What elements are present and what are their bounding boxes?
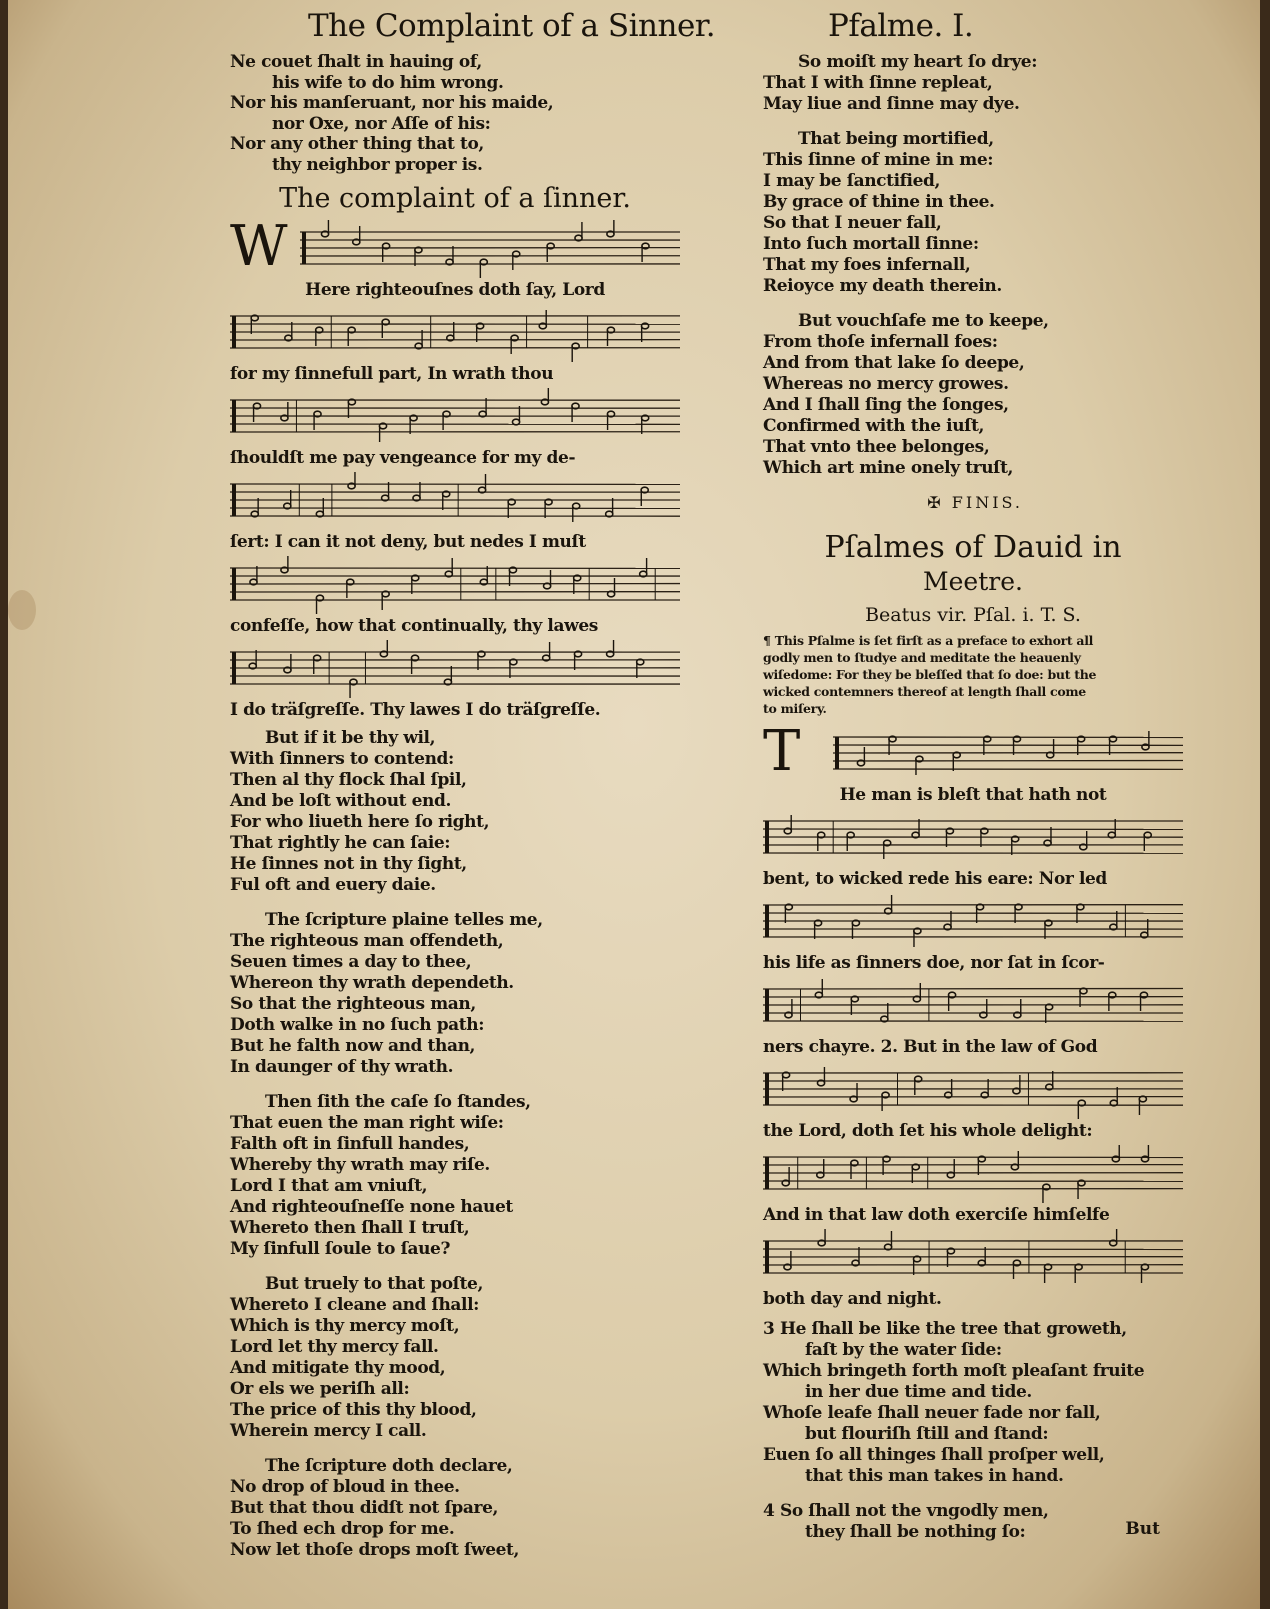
stanza — [763, 52, 1183, 115]
verse-line: To ſhed ech drop for me. — [230, 1519, 455, 1539]
music-staff — [763, 809, 1183, 867]
lyric-line: I do träſgreſſe. Thy lawes I do träſgreſſe. — [230, 700, 601, 720]
verse-line: 3 He ſhall be like the tree that groweth, — [763, 1319, 1127, 1339]
finis-mark: ✠ FINIS. — [927, 493, 1023, 512]
music-staff — [763, 977, 1183, 1035]
verse-line: The ſcripture plaine telles me, — [265, 910, 543, 930]
verse-line: That being mortified, — [798, 129, 994, 149]
verse-line: Whereto then ſhall I truſt, — [230, 1218, 470, 1238]
verse-line: Wherein mercy I call. — [230, 1421, 427, 1441]
verse-line: That vnto thee belonges, — [763, 437, 990, 457]
verse-line: in her due time and tide. — [805, 1382, 1032, 1402]
verse-line: Confirmed with the iuſt, — [763, 416, 985, 436]
stanza — [763, 129, 1183, 297]
verse-line: Reioyce my death therein. — [763, 276, 1002, 296]
verse-line: Euen ſo all thinges ſhall proſper well, — [763, 1445, 1105, 1465]
right-column — [763, 52, 1183, 1557]
stanza-list — [230, 728, 680, 1561]
music-staff — [300, 220, 680, 278]
lyric-line: confeſſe, how that continually, thy lawes — [230, 616, 598, 636]
text-line: Nor any other thing that to, — [230, 134, 484, 154]
argument-line: to miſery. — [763, 701, 827, 716]
psalms-subheading: Meetre. — [923, 567, 1023, 596]
verse-line: Which art mine onely truſt, — [763, 458, 1014, 478]
song-title: The complaint of a ſinner. — [279, 183, 631, 214]
page-stain — [8, 590, 36, 630]
verse-line: And righteouſneſſe none hauet — [230, 1197, 513, 1217]
lyric-line: He man is bleſt that hath not — [839, 785, 1107, 805]
stanza — [763, 1319, 1183, 1487]
argument-line: godly men to ſtudye and meditate the heauenly — [763, 650, 1081, 665]
lyric-line: ners chayre. 2. But in the law of God — [763, 1037, 1098, 1057]
verse-line: Whereas no mercy growes. — [763, 374, 1009, 394]
text-line: Ne couet ſhalt in hauing of, — [230, 52, 482, 72]
verse-line: Which bringeth forth moſt pleaſant fruite — [763, 1361, 1145, 1381]
verse-line: But truely to that poſte, — [265, 1274, 483, 1294]
verse-line: Doth walke in no ſuch path: — [230, 1015, 485, 1035]
verse-line: Into ſuch mortall ſinne: — [763, 234, 979, 254]
verse-line: that this man takes in hand. — [805, 1466, 1064, 1486]
commandment-lines — [230, 52, 680, 175]
music-staff — [763, 1229, 1183, 1287]
verse-line: And I ſhall ſing the ſonges, — [763, 395, 1009, 415]
verse-line: Now let thoſe drops moſt ſweet, — [230, 1540, 519, 1560]
verse-line: But that thou didſt not ſpare, — [230, 1498, 499, 1518]
lyric-line: his life as ſinners doe, nor ſat in ſcor- — [763, 953, 1105, 973]
book-page — [8, 0, 1260, 1609]
text-line: thy neighbor proper is. — [272, 154, 483, 175]
verse-line: Whoſe leafe ſhall neuer fade nor fall, — [763, 1403, 1101, 1423]
verse-line: Ful oft and euery daie. — [230, 875, 436, 895]
lyric-line: Here righteouſnes doth ſay, Lord — [305, 280, 605, 300]
drop-capital: W — [230, 214, 288, 279]
psalms-heading: Pſalmes of Dauid in — [824, 530, 1122, 565]
verse-line: But vouchſafe me to keepe, — [798, 311, 1049, 331]
verse-line: But he falth now and than, — [230, 1036, 476, 1056]
stanza — [230, 910, 680, 1078]
verse-line: My ſinfull ſoule to ſaue? — [230, 1239, 451, 1259]
verse-line: Whereto I cleane and ſhall: — [230, 1295, 480, 1315]
verse-line: May liue and ſinne may dye. — [763, 94, 1020, 114]
lyric-line: ſert: I can it not deny, but nedes I muſt — [230, 532, 586, 552]
text-line: his wife to do him wrong. — [272, 72, 504, 93]
verse-line: So moiſt my heart ſo drye: — [798, 52, 1038, 72]
verse-line: No drop of bloud in thee. — [230, 1477, 460, 1497]
verse-line: I may be ſanctified, — [763, 171, 941, 191]
verse-line: With ſinners to contend: — [230, 749, 454, 769]
running-head-left: The Complaint of a Sinner. — [308, 8, 716, 44]
stanza — [763, 311, 1183, 479]
lyric-line: bent, to wicked rede his eare: Nor led — [763, 869, 1107, 889]
stanza — [230, 1274, 680, 1442]
psalm-reference: Beatus vir. Pſal. i. T. S. — [865, 604, 1081, 626]
verse-line: Falth oft in ſinfull handes, — [230, 1134, 470, 1154]
verse-line: He ſinnes not in thy ſight, — [230, 854, 467, 874]
first-staff-row — [230, 214, 680, 279]
music-staff — [763, 893, 1183, 951]
first-staff-row — [763, 719, 1183, 784]
verse-line: So that the righteous man, — [230, 994, 476, 1014]
stanza — [763, 1501, 1183, 1543]
lyric-line: for my ſinnefull part, In wrath thou — [230, 364, 554, 384]
verse-line: Or els we periſh all: — [230, 1379, 410, 1399]
music-staff — [230, 472, 680, 530]
argument-line: wicked contemners thereof at length ſhall come — [763, 684, 1086, 699]
verse-line: The righteous man offendeth, — [230, 931, 504, 951]
music-staff — [763, 1145, 1183, 1203]
verse-line: Then al thy flock ſhal ſpil, — [230, 770, 467, 790]
verse-line: And from that lake ſo deepe, — [763, 353, 1025, 373]
argument-line: wiſedome: For they be bleſſed that ſo doe: but the — [763, 667, 1097, 682]
lyric-line: both day and night. — [763, 1289, 942, 1309]
verse-line: they ſhall be nothing ſo: — [805, 1522, 1026, 1542]
stanza — [230, 1092, 680, 1260]
catchword: But — [1125, 1519, 1160, 1539]
lyric-line: the Lord, doth ſet his whole delight: — [763, 1121, 1093, 1141]
argument-text: This Pſalme is ſet firſt as a preface to exhort all — [774, 633, 1094, 648]
verse-line: Whereby thy wrath may riſe. — [230, 1155, 490, 1175]
verse-line: Lord I that am vniuſt, — [230, 1176, 428, 1196]
verse-line: In daunger of thy wrath. — [230, 1057, 454, 1077]
lyric-line: ſhouldſt me pay vengeance for my de- — [230, 448, 576, 468]
verse-line: So that I neuer fall, — [763, 213, 942, 233]
left-column — [230, 52, 680, 1575]
stanza — [230, 1456, 680, 1561]
verse-line: That my foes infernall, — [763, 255, 971, 275]
verse-line: For who liueth here ſo right, — [230, 812, 490, 832]
verse-line: That I with ſinne repleat, — [763, 73, 993, 93]
stanza — [230, 728, 680, 896]
music-staff — [833, 725, 1183, 783]
verse-line: And be loſt without end. — [230, 791, 452, 811]
stanza-list — [763, 52, 1183, 479]
verse-line: And mitigate thy mood, — [230, 1358, 446, 1378]
verse-line: That euen the man right wiſe: — [230, 1113, 504, 1133]
text-line: Nor his manſeruant, nor his maide, — [230, 93, 554, 113]
music-staff — [230, 304, 680, 362]
finis-text: FINIS. — [951, 493, 1023, 512]
verse-line: Whereon thy wrath dependeth. — [230, 973, 514, 993]
verse-line: Lord let thy mercy fall. — [230, 1337, 439, 1357]
verse-line: The ſcripture doth declare, — [265, 1456, 513, 1476]
verse-line: But if it be thy wil, — [265, 728, 436, 748]
verse-line: This ſinne of mine in me: — [763, 150, 994, 170]
lyric-line: And in that law doth exerciſe himſelfe — [763, 1205, 1110, 1225]
psalm-argument — [763, 632, 1183, 717]
verse-line: By grace of thine in thee. — [763, 192, 995, 212]
text-line: nor Oxe, nor Aſſe of his: — [272, 113, 491, 134]
verse-line: faſt by the water ſide: — [805, 1340, 1002, 1360]
music-staff — [230, 388, 680, 446]
verse-line: but flouriſh ſtill and ſtand: — [805, 1424, 1049, 1444]
verse-line: That rightly he can ſaie: — [230, 833, 451, 853]
verse-line: Which is thy mercy moſt, — [230, 1316, 460, 1336]
argument-line: ¶ This Pſalme is ſet firſt as a preface to exhort all — [763, 633, 1094, 648]
drop-capital: T — [763, 719, 801, 784]
verse-line: Seuen times a day to thee, — [230, 952, 472, 972]
verse-line: The price of this thy blood, — [230, 1400, 477, 1420]
music-staff — [230, 556, 680, 614]
music-staff — [230, 640, 680, 698]
music-staff — [763, 1061, 1183, 1119]
verse-list — [763, 1319, 1183, 1543]
running-head-right: Pfalme. I. — [828, 8, 974, 44]
verse-line: Then ſith the caſe ſo ſtandes, — [265, 1092, 531, 1112]
verse-line: 4 So ſhall not the vngodly men, — [763, 1501, 1049, 1521]
verse-line: From thoſe infernall foes: — [763, 332, 998, 352]
